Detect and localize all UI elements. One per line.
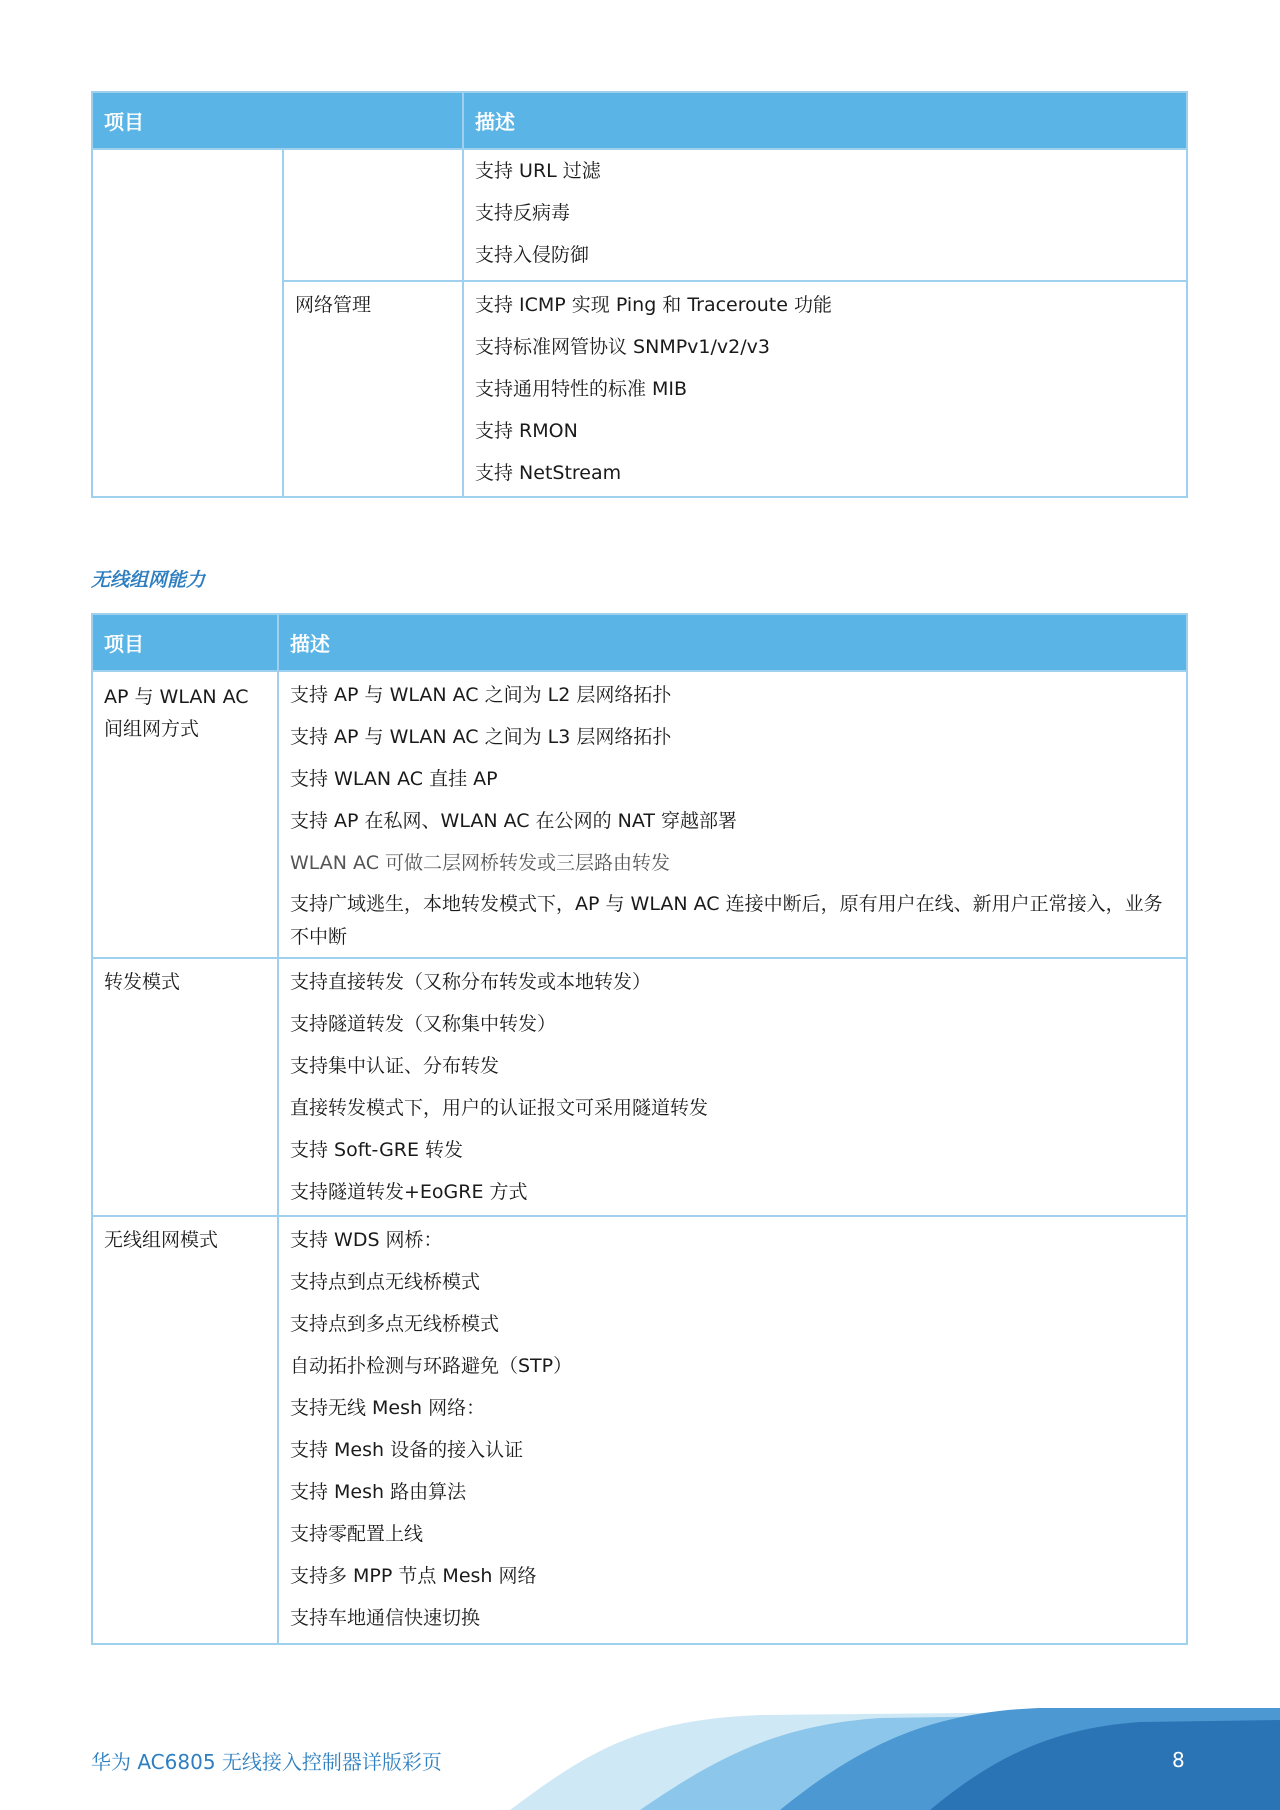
desc-line: 支持隧道转发+EoGRE 方式 [290,1181,528,1203]
desc-line: 支持 RMON [475,420,578,442]
desc-line: 支持通用特性的标准 MIB [475,378,688,400]
header-desc: 描述 [278,614,1187,671]
desc-line: 支持隧道转发（又称集中转发） [290,1013,557,1035]
table-row [92,1216,1187,1644]
subcategory-cell-empty [283,149,463,281]
desc-line: 支持 ICMP 实现 Ping 和 Traceroute 功能 [475,294,832,316]
section-title: 无线组网能力 [91,569,206,591]
header-item: 项目 [92,92,463,149]
desc-line: 支持 WLAN AC 直挂 AP [290,768,498,790]
page-number: 8 [1172,1748,1185,1772]
table-row [92,149,1187,281]
desc-line: WLAN AC 可做二层网桥转发或三层路由转发 [290,852,671,874]
desc-line: 支持 NetStream [475,462,622,484]
desc-line: 支持标准网管协议 SNMPv1/v2/v3 [475,336,770,358]
desc-line: 支持 Mesh 路由算法 [290,1481,467,1503]
desc-line: 支持 URL 过滤 [475,160,601,182]
desc-line: 支持 WDS 网桥： [290,1229,443,1251]
desc-line: 支持点到多点无线桥模式 [290,1313,500,1335]
footer-document-title: 华为 AC6805 无线接入控制器详版彩页 [91,1750,442,1774]
desc-line: 支持 AP 在私网、WLAN AC 在公网的 NAT 穿越部署 [290,810,737,832]
table-row [92,671,1187,958]
spec-table-wireless-networking [91,613,1188,1645]
desc-cell [278,671,1187,958]
desc-line: 支持多 MPP 节点 Mesh 网络 [290,1565,537,1587]
desc-line: 自动拓扑检测与环路避免（STP） [290,1355,573,1377]
desc-cell [463,149,1187,281]
desc-cell [278,958,1187,1216]
desc-line: 支持无线 Mesh 网络： [290,1397,486,1419]
table-header-row [92,614,1187,671]
desc-line: 支持入侵防御 [475,244,590,266]
desc-line: 支持车地通信快速切换 [290,1607,481,1629]
desc-cell [463,281,1187,497]
desc-line: 支持 Mesh 设备的接入认证 [290,1439,524,1461]
row-label: 网络管理 [283,281,463,497]
desc-cell [278,1216,1187,1644]
row-label: 无线组网模式 [92,1216,278,1644]
desc-line: 支持 AP 与 WLAN AC 之间为 L3 层网络拓扑 [290,726,672,748]
table-header-row [92,92,1187,149]
desc-line: 支持反病毒 [475,202,571,224]
desc-line: 支持集中认证、分布转发 [290,1055,500,1077]
row-label: AP 与 WLAN AC 间组网方式 [92,671,278,958]
category-cell-empty [92,149,283,497]
desc-line: 支持点到点无线桥模式 [290,1271,481,1293]
header-desc: 描述 [463,92,1187,149]
header-item: 项目 [92,614,278,671]
row-label: 转发模式 [92,958,278,1216]
desc-line: 支持直接转发（又称分布转发或本地转发） [290,971,652,993]
table-row [92,958,1187,1216]
desc-line: 支持广域逃生，本地转发模式下，AP 与 WLAN AC 连接中断后，原有用户在线、新用户正常接入，业务不中断 [290,893,1163,948]
spec-table-security-mgmt [91,91,1188,498]
desc-line: 支持 Soft-GRE 转发 [290,1139,464,1161]
desc-line: 直接转发模式下，用户的认证报文可采用隧道转发 [290,1097,709,1119]
desc-line: 支持零配置上线 [290,1523,424,1545]
desc-line: 支持 AP 与 WLAN AC 之间为 L2 层网络拓扑 [290,684,672,706]
